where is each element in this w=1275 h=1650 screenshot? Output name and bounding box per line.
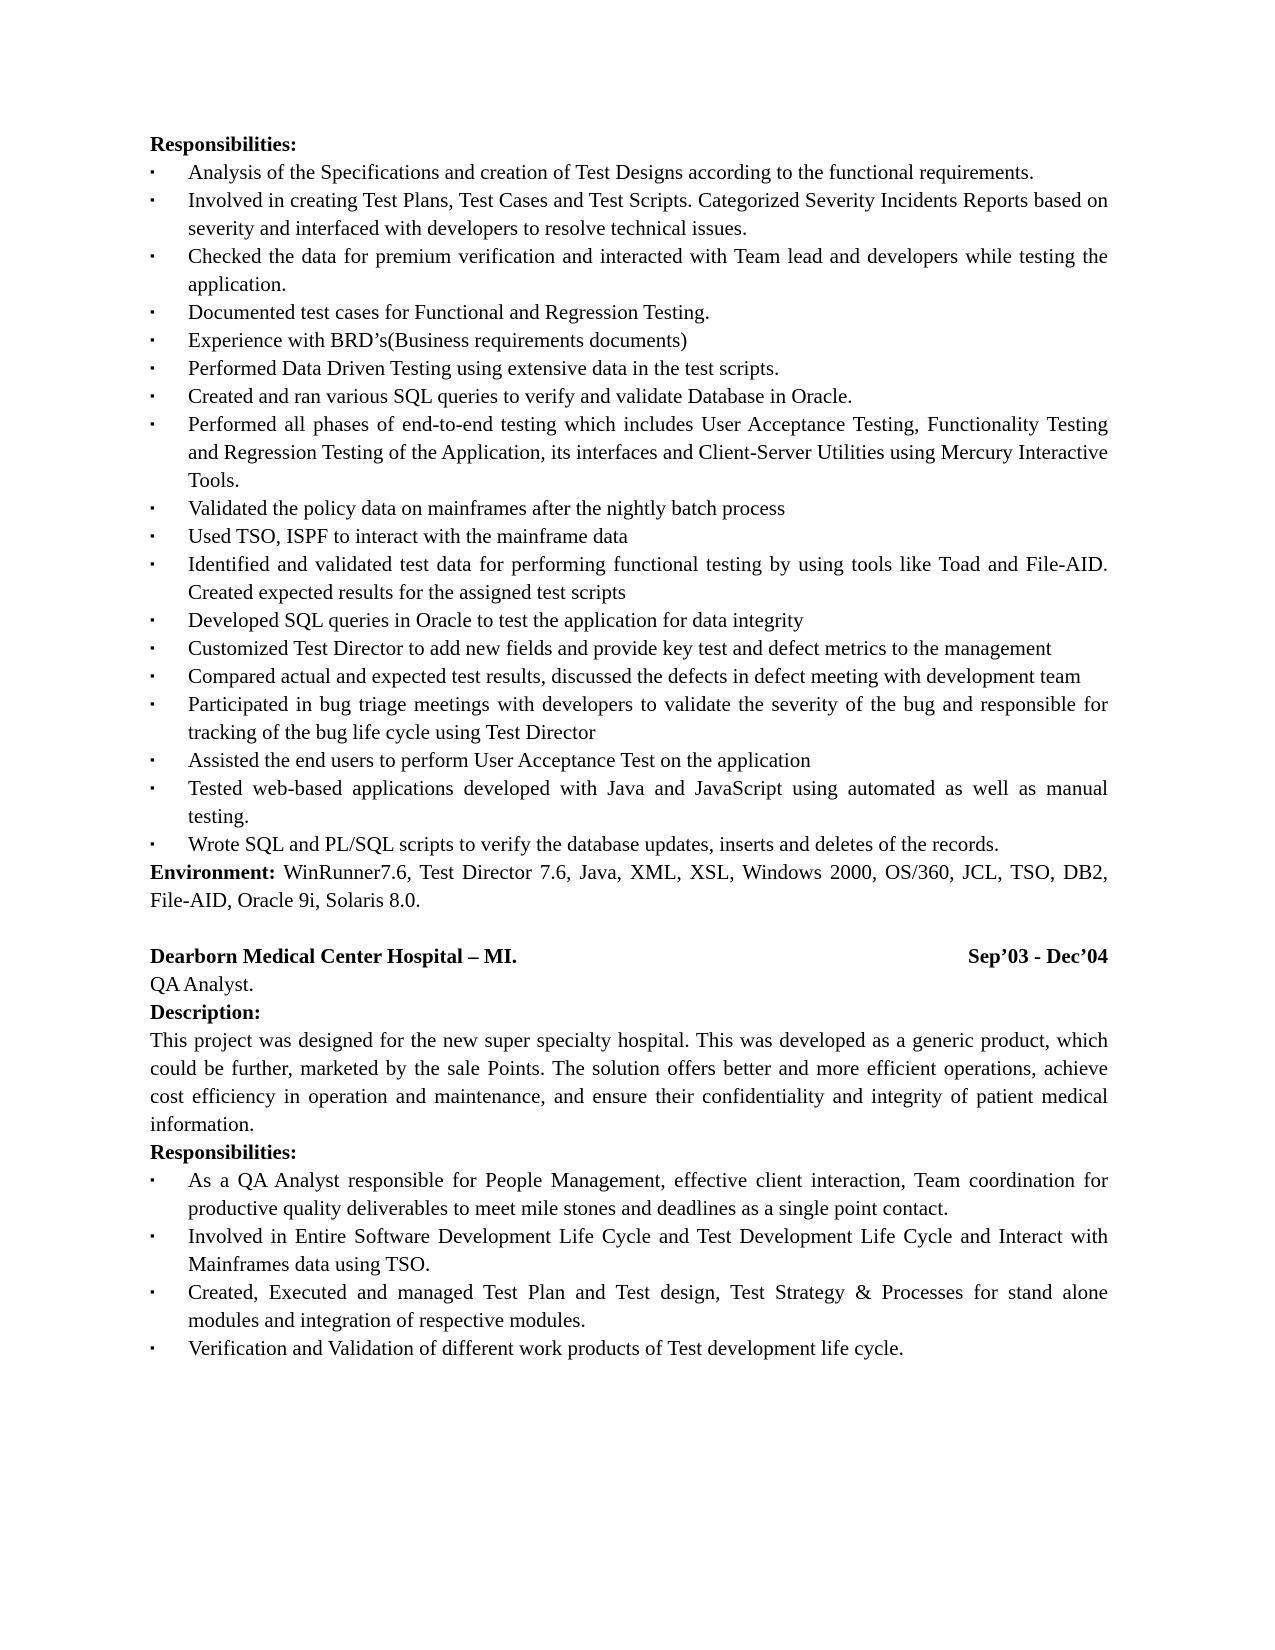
bullet-icon: ▪ (150, 360, 155, 375)
responsibilities-list (150, 1166, 1108, 1362)
list-item: ▪ Involved in creating Test Plans, Test Cases and Test Scripts. Categorized Severity Incidents Reports based on severity and interfaced with developers to resolve technical issues. (150, 188, 1108, 240)
bullet-icon: ▪ (150, 416, 155, 431)
responsibilities-heading: Responsibilities: (150, 132, 298, 156)
bullet-icon: ▪ (150, 500, 155, 515)
list-item: ▪ Tested web-based applications developed with Java and JavaScript using automated as well as manual testing. (150, 776, 1108, 828)
list-item: ▪ As a QA Analyst responsible for People Management, effective client interaction, Team coordination for productive quality deliverables to meet mile stones and deadlines as a single point contact. (150, 1168, 1108, 1220)
employer-name: Dearborn Medical Center Hospital – MI. (150, 944, 518, 968)
list-item: ▪ Analysis of the Specifications and creation of Test Designs according to the functional requirements. (150, 160, 1035, 184)
bullet-icon: ▪ (150, 388, 155, 403)
bullet-icon: ▪ (150, 192, 155, 207)
responsibilities-heading: Responsibilities: (150, 1140, 298, 1164)
bullet-icon: ▪ (150, 332, 155, 347)
list-item: ▪ Identified and validated test data for performing functional testing by using tools like Toad and File-AID. Created expected results for the assigned test scripts (150, 552, 1108, 604)
bullet-icon: ▪ (150, 1284, 155, 1299)
list-item: ▪ Participated in bug triage meetings with developers to validate the severity of the bug and responsible for tracking of the bug life cycle using Test Director (150, 692, 1108, 744)
list-item: ▪ Compared actual and expected test results, discussed the defects in defect meeting with development team (150, 664, 1081, 688)
bullet-icon: ▪ (150, 668, 155, 683)
list-item: ▪ Validated the policy data on mainframes after the nightly batch process (150, 496, 786, 520)
resume-page (150, 130, 1108, 1362)
employment-dates: Sep’03 - Dec’04 (968, 944, 1108, 968)
environment-label: Environment: (150, 860, 276, 884)
bullet-icon: ▪ (150, 1172, 155, 1187)
list-item: ▪ Performed Data Driven Testing using extensive data in the test scripts. (150, 356, 780, 380)
bullet-icon: ▪ (150, 696, 155, 711)
bullet-icon: ▪ (150, 1340, 155, 1355)
list-item: ▪ Wrote SQL and PL/SQL scripts to verify the database updates, inserts and deletes of the records. (150, 832, 1000, 856)
list-item: ▪ Developed SQL queries in Oracle to test the application for data integrity (150, 608, 804, 632)
responsibilities-list (150, 158, 1108, 858)
list-item: ▪ Verification and Validation of different work products of Test development life cycle. (150, 1336, 904, 1360)
environment-text: WinRunner7.6, Test Director 7.6, Java, XML, XSL, Windows 2000, OS/360, JCL, TSO, DB2, File-AID, Oracle 9i, Solaris 8.0. (150, 860, 1108, 912)
bullet-icon: ▪ (150, 248, 155, 263)
bullet-icon: ▪ (150, 752, 155, 767)
list-item: ▪ Checked the data for premium verification and interacted with Team lead and developers while testing the application. (150, 244, 1108, 296)
job-header (150, 942, 1108, 970)
bullet-icon: ▪ (150, 556, 155, 571)
bullet-icon: ▪ (150, 304, 155, 319)
list-item: ▪ Created and ran various SQL queries to verify and validate Database in Oracle. (150, 384, 853, 408)
bullet-icon: ▪ (150, 612, 155, 627)
environment-line (150, 858, 1108, 914)
job-role: QA Analyst. (150, 972, 254, 996)
list-item: ▪ Assisted the end users to perform User Acceptance Test on the application (150, 748, 811, 772)
bullet-icon: ▪ (150, 1228, 155, 1243)
description-heading: Description: (150, 1000, 261, 1024)
description-text: This project was designed for the new super specialty hospital. This was developed as a generic product, which could be further, marketed by the sale Points. The solution offers better and more efficient operations, achieve cost efficiency in operation and maintenance, and ensure their confidentiality and integrity of patient medical information. (150, 1028, 1108, 1136)
bullet-icon: ▪ (150, 640, 155, 655)
bullet-icon: ▪ (150, 164, 155, 179)
bullet-icon: ▪ (150, 528, 155, 543)
list-item: ▪ Created, Executed and managed Test Plan and Test design, Test Strategy & Processes for stand alone modules and integration of respective modules. (150, 1280, 1108, 1332)
section-spacer (150, 914, 1108, 942)
bullet-icon: ▪ (150, 780, 155, 795)
list-item: ▪ Documented test cases for Functional and Regression Testing. (150, 300, 710, 324)
list-item: ▪ Experience with BRD’s(Business requirements documents) (150, 328, 688, 352)
bullet-icon: ▪ (150, 836, 155, 851)
list-item: ▪ Involved in Entire Software Development Life Cycle and Test Development Life Cycle and Interact with Mainframes data using TSO. (150, 1224, 1108, 1276)
list-item: ▪ Performed all phases of end-to-end testing which includes User Acceptance Testing, Functionality Testing and Regression Testing of the Application, its interfaces and Client-Server Utilities using Mercury Interactive Tools. (150, 412, 1108, 492)
list-item: ▪ Customized Test Director to add new fields and provide key test and defect metrics to the management (150, 636, 1052, 660)
list-item: ▪ Used TSO, ISPF to interact with the mainframe data (150, 524, 628, 548)
